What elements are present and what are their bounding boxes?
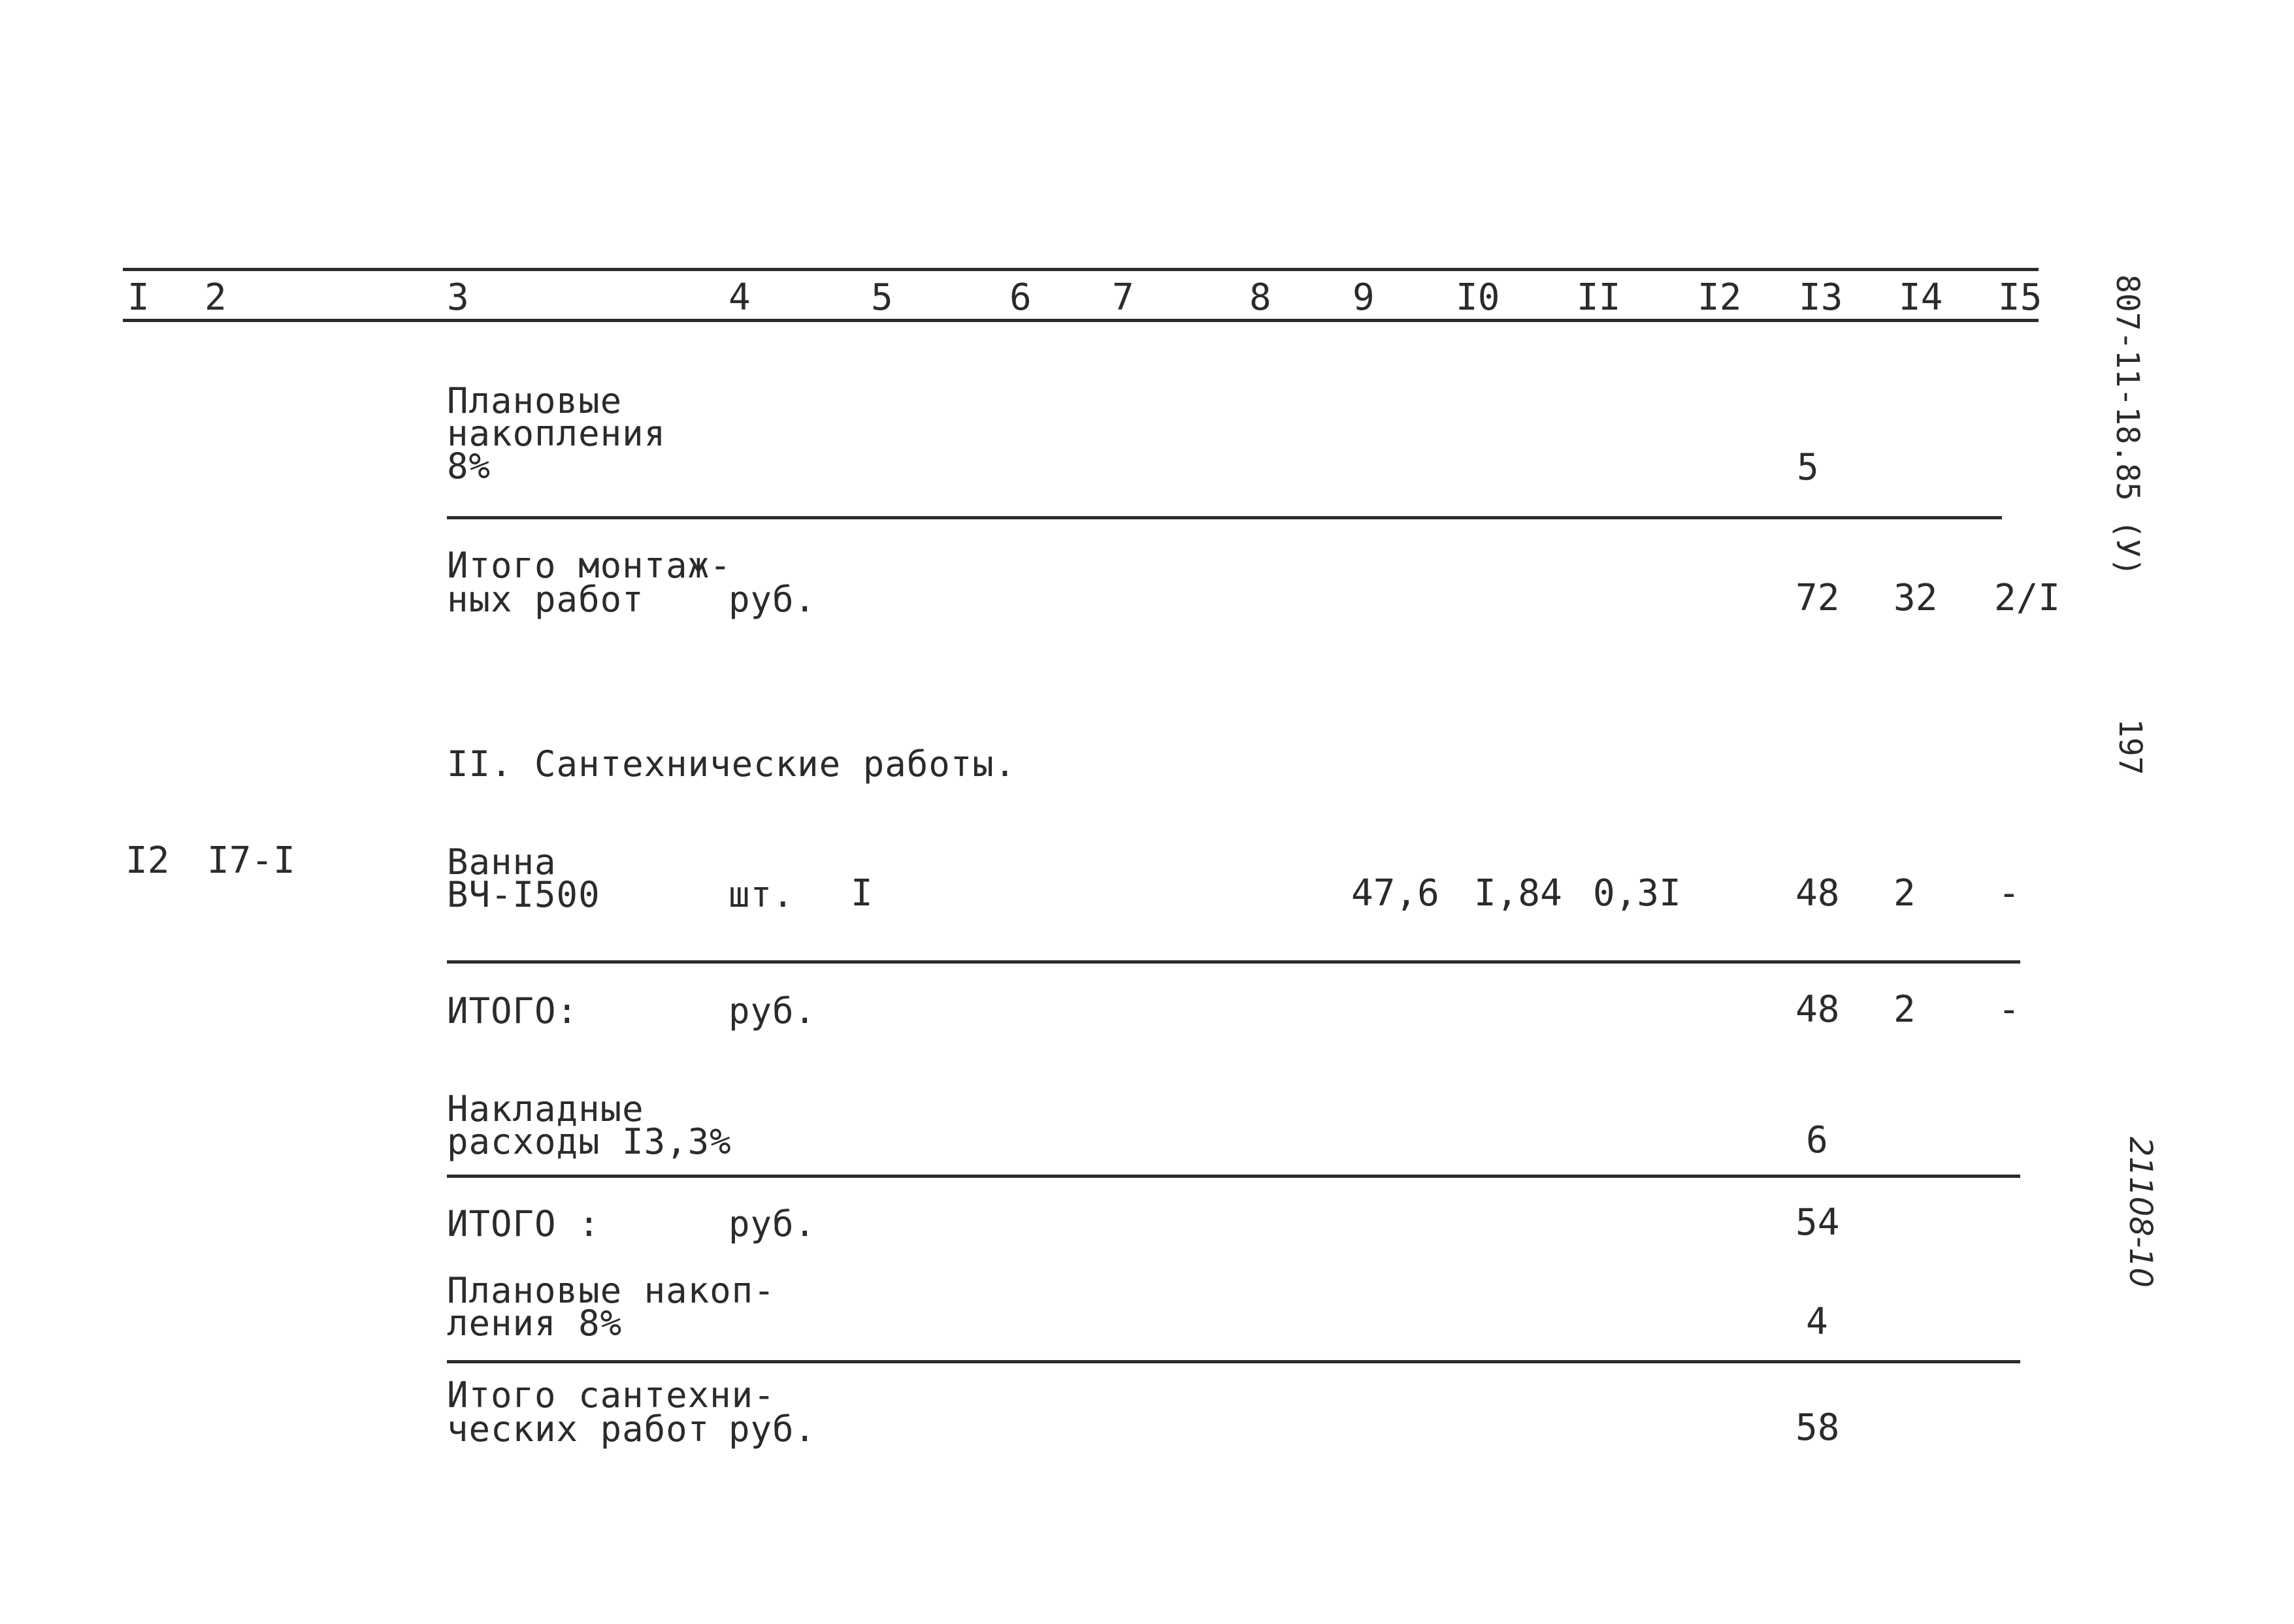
plan-acc-2-line1: Плановые накоп- [447,1270,776,1311]
col-header-7: 7 [1112,276,1134,319]
itogo2-label: ИТОГО : [447,1203,600,1244]
itogo1-label: ИТОГО: [447,990,579,1031]
overhead-line2: расходы I3,3% [447,1121,732,1162]
col-header-5: 5 [871,276,893,319]
col-header-14: I4 [1899,276,1943,319]
overhead-line1: Накладные [447,1088,644,1129]
total-plumb-line2: ческих работ [447,1408,710,1450]
plan-acc-1-line3: 8% [447,446,491,487]
total-mount-col13: 72 [1795,577,1840,619]
col-header-6: 6 [1009,276,1032,319]
margin-page-number: 197 [2112,719,2148,775]
col-header-8: 8 [1249,276,1271,319]
plan-acc-2-col13: 4 [1806,1301,1828,1343]
bath-line2: ВЧ-I500 [447,874,600,915]
col-header-3: 3 [447,276,469,319]
bath-line1: Ванна [447,841,557,883]
col-header-4: 4 [729,276,751,319]
bath-unit: шт. [729,874,795,915]
plan-acc-2-line2: ления 8% [447,1303,623,1344]
rule-after-bath [447,960,2020,964]
plan-acc-1-line1: Плановые [447,380,623,421]
itogo1-col14: 2 [1893,988,1916,1031]
overhead-col13: 6 [1806,1119,1828,1161]
total-mount-unit: руб. [729,579,817,620]
bath-col13: 48 [1795,872,1840,915]
col-header-10: I0 [1456,276,1500,319]
margin-handwritten-number: 21108-10 [2122,1137,2159,1288]
rule-after-plan-acc-1 [447,516,2002,519]
bath-col1: I2 [125,839,170,882]
rule-after-plan-acc-2 [447,1360,2020,1363]
itogo1-col15: - [1998,988,2020,1031]
col-header-11: II [1577,276,1621,319]
rule-after-overhead [447,1175,2020,1178]
itogo2-col13: 54 [1795,1201,1840,1244]
section-title: II. Сантехнические работы. [447,743,1017,785]
col-header-1: I [127,276,150,319]
bath-col2: I7-I [207,839,295,882]
plan-acc-1-line2: накопления [447,413,666,454]
total-plumb-col13: 58 [1795,1406,1840,1449]
itogo1-unit: руб. [729,990,817,1031]
total-mount-col15: 2/I [1994,577,2061,619]
total-plumb-line1: Итого сантехни- [447,1374,776,1416]
bath-col9: 47,6 [1351,872,1439,915]
bath-col5: I [851,872,873,915]
total-mount-line2: ных работ [447,579,644,620]
bath-col14: 2 [1893,872,1916,915]
margin-doc-code: 807-11-18.85 (У) [2109,274,2146,577]
col-header-9: 9 [1352,276,1375,319]
total-mount-col14: 32 [1893,577,1938,619]
total-plumb-unit: руб. [729,1408,817,1450]
col-header-2: 2 [205,276,227,319]
col-header-12: I2 [1697,276,1742,319]
col-header-15: I5 [1998,276,2042,319]
total-mount-line1: Итого монтаж- [447,545,732,586]
bath-col10: I,84 [1474,872,1562,915]
bath-col11: 0,3I [1593,872,1681,915]
itogo1-col13: 48 [1795,988,1840,1031]
itogo2-unit: руб. [729,1203,817,1244]
header-bottom-rule [123,319,2039,322]
col-header-13: I3 [1799,276,1843,319]
bath-col15: - [1998,872,2020,915]
header-top-rule [123,268,2039,271]
plan-acc-1-col13: 5 [1797,446,1819,489]
